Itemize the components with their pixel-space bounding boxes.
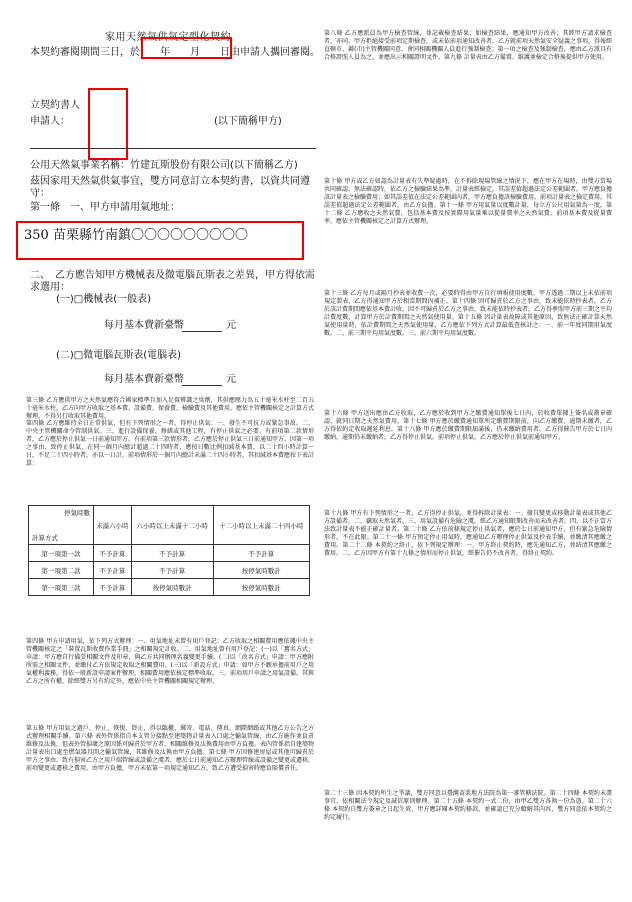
mechanical-meter-fee-label: 每月基本費新臺幣 — [84, 320, 184, 331]
smart-fee-unit: 元 — [226, 374, 236, 385]
suspension-fee-table — [28, 505, 310, 596]
table-row — [29, 579, 310, 596]
table-cell: 不予計算 — [131, 545, 213, 562]
review-period-note: 本契約審閱期間三日，於 年 月 日由申請人攜回審閱。 — [30, 47, 320, 58]
table-cell: 不予計算 — [94, 562, 132, 579]
table-cell: 不予計算 — [94, 579, 132, 596]
article-1-heading: 第一條 一、甲方申請用氣地址： — [30, 202, 180, 213]
applicant-address: 350 苗栗縣竹南鎮〇〇〇〇〇〇〇〇〇 — [24, 228, 248, 243]
col-header: 六小時以上未滿十二小時 — [131, 506, 213, 545]
date-redaction-box — [141, 37, 232, 59]
agreement-sentence: 茲因家用天然氣供氣事宜，雙方同意訂立本契約書，以資共同遵守： — [30, 176, 310, 199]
table-cell: 按停氣時數計 — [213, 579, 309, 596]
article-10-12-text: 第十條 甲方或乙方如認為計量表有失準疑慮時，在不拆除現場管線之情況下，應在甲方在場時，由雙方當場共同確認，無法確認時，依乙方之檢驗結果為準，計量表經檢定，其誤差值超過法定公差範圍者，甲方應負擔該計量表之檢驗費用；如其誤差值在法定公差範圍內者，甲方應負擔該檢驗費用。前項計量表之檢定費用，其誤差值超過法定公差範圍者，由乙方負擔。第十一條 甲方用氣量以度數計量，每立方公尺用氣量為一度。第十二條 乙方應收之天然氣費，包括基本費及按實際用氣量乘以從量費率之天然氣費，前項基本費及從量費率，應依主管機關核定之計算方式辦理。 — [324, 178, 613, 226]
table-cell: 按停氣時數計 — [213, 562, 309, 579]
table-corner-cell — [29, 506, 94, 545]
meter-section-heading: 二、 乙方應告知甲方機械表及微電腦瓦斯表之差異，甲方得依需求選用： — [30, 270, 315, 293]
table-cell: 不予計算 — [213, 545, 309, 562]
applicant-note: (以下簡稱甲方) — [214, 116, 282, 127]
article-16-18-text: 第十六條 甲方送出應由乙方收取，乙方應於收到甲方之繳費通知單後七日內，於收費單據上簽名或蓋章確認，就同日期之天然氣費用。第十七條 甲方應於繳費通知單所定繳費期限前，向乙方繳費，逾期未繳者，乙方得依約定收取遲延利息。第十八條 甲方應於繳費期限屆滿後，仍未繳納費用者，乙方得催告甲方於七日內繳納，逾期仍未繳納者，乙方得停止供氣。前項停止供氣，乙方應於停止供氣前通知甲方。 — [324, 410, 612, 442]
smart-meter-option: (二)□微電腦瓦斯表(電腦表) — [56, 350, 182, 361]
row-label: 第一項第三款 — [29, 579, 94, 596]
table-cell: 不予計算 — [131, 562, 213, 579]
article-8-9-text: 第八條 乙方應派員為甲方檢查管線，並記載檢查結果；如檢查結果，應通知甲方改善；其經甲方請求檢查者，亦同。甲方拒絕接受前項定期檢查，或未依前項通知改善者，乙方就前項天然氣安全疑義之事項，得報經直轄市、縣(市)主管機關同意，會同相關機關人員進行強制檢查；第一項之檢查及強制檢查，應由乙方派具有合格證照人員為之，並應出示相關證明文件。第九條 計量表由乙方備置、維護並檢定合格後提供甲方使用。 — [324, 30, 613, 62]
smart-meter-fee-label: 每月基本費新臺幣 — [84, 374, 184, 385]
mechanical-meter-option: (一)□機械表(一般表) — [56, 294, 152, 305]
article-13-15-text: 第十三條 乙方每月或隔月抄表並收費一次，必要時得由甲方自行填報使用度數，甲方透過二期以上未依前項規定製表，乙方得通知甲方於相當期間內補正。第十四條 因可歸責於乙方之事由，致未能依時抄表者，乙方於該計費期間應依基本費計收，因不可歸責於乙方之事由，致未能依時抄表者，乙方得參照甲方前三期之平均計費度數，計算甲方於計費期間之天然氣使用量。第十五條 因計量表故障或其他原因，致無法正確計算天然氣使用量時，依計費期間之天然氣使用量，乙方應依下列方式計算最低查核計之：一、前一年度同期用氣度數。二、前三期平均用氣度數。三、前六期平均用氣度數。 — [324, 290, 613, 338]
row-label: 第一項第一款 — [29, 545, 94, 562]
smart-fee-blank — [182, 385, 222, 386]
article-23-26-text: 第二十三條 因本契約所生之爭議，雙方同意以臺灣苗栗地方法院為第一審管轄法院。第二十四條 本契約未盡事宜，依相關法令規定及誠信原則辦理。第二十五條 本契約一式二份，由甲乙雙方各執一份為憑。第二十六條 本契約自雙方簽章之日起生效，甲方應詳閱本契約條款，並確認已充分瞭解其內容，雙方同意依本契約之約定履行。 — [324, 790, 612, 822]
article-19-22-text: 第十九條 甲方有下列情形之一者，乙方得停止供氣，並得拆除計量表：一、擅自變更或移動計量表或其他乙方設備者。二、竊取天然氣者。三、用氣設備有危險之虞，經乙方通知限期改善而未改善者。四、以不正當方法致計量表不能正確計量者。第二十條 乙方依前條規定停止供氣者，應於七日前通知甲方，但有緊急危險情形者，不在此限。第二十一條 甲方預定停止用氣時，應通知乙方辦理停止供氣及抄表手續，並繳清其應繳之費用。第二十二條 本契約之終止，依下列規定辦理：一、甲方終止契約時，應先通知乙方，並結清其應繳之費用。二、乙方因甲方有第十九條之情形而停止供氣，經催告仍不改善者，得終止契約。 — [324, 510, 613, 558]
table-cell: 不予計算 — [94, 545, 132, 562]
document-title: 家用天然氣供氣定型化契約 — [105, 32, 231, 43]
article-3-text: 第三條 乙方應供甲方之天然氣應符合國家標準且加入足資辨識之臭劑，其供應壓力為五十毫米水柱至二百五十毫米水柱。乙方向甲方收取之基本費、設備費、保養費、檢驗費及其他費用，應依主管機關核定之計算方式辦理，不得另行收取其他費用。 — [26, 397, 315, 421]
contract-person-label: 立契約書人 — [30, 100, 80, 111]
col-header: 未滿六小時 — [94, 506, 132, 545]
table-row — [29, 545, 310, 562]
col-header: 十二小時以上未滿二十四小時 — [213, 506, 309, 545]
applicant-name-redaction — [88, 88, 128, 160]
applicant-label: 申請人： — [30, 116, 70, 127]
table-cell: 按停氣時數計 — [131, 579, 213, 596]
mechanical-fee-unit: 元 — [226, 320, 236, 331]
article-5-7-text: 第五條 甲方用氣之過戶、停止、恢復、終止，得以臨櫃、郵寄、電話、傳真、網際網路或其他乙方公告之方式辦理相關手續。第六條 表外管係指自本支管分接點至建築物計量表入口處之輸氣管線，由乙方施作並負責維修及汰換，但表外管損壞之原因係可歸責於甲方者，相關維修及汰換費用由甲方負擔。表內管係指自建築物計量表出口處至燃氣器具間之輸氣管線，其維修及汰換由甲方負擔。第七條 甲方因修建房屋或其他可歸責於甲方之事由，致有損害乙方之用戶端管線或設備之虞者，應於七日前通知乙方辦理管線或設備之變更或遷移，前項變更或遷移之費用，由甲方負擔，甲方未依第一項規定通知乙方，致乙方遭受損害時應負賠償責任。 — [26, 725, 315, 773]
company-name: 公用天然氣事業名稱：竹建瓦斯股份有限公司(以下簡稱乙方) — [30, 160, 298, 171]
article-4b-text: 第四條 甲方申請用氣，依下列方式辦理：一、用氣地址未曾有用戶登記：乙方收取之相關費用應依據中央主管機關核定之「裝置瓦斯收費作業手冊」之相關規定計收。二、用氣地址曾有用戶登記：(一)以「舊名方式」申請：甲方應自行備妥相關文件及印章，與乙方共同辦理名義變更手續。(二)以「改名方式」申請：甲方應附所需之相關文件，並繳付乙方依規定收取之相關費用。(三)以「新設方式」申請：如甲方不願承擔前用戶之用氣權利義務，得依一般新設申請案件辦理，相關費用應依核定標準收取。三、前項用戶申請之用氣設備，其與乙方之所有權，除經雙方另有約定外，應依中央主管機關相關規定辦理。 — [26, 638, 315, 686]
row-label: 第一項第二款 — [29, 562, 94, 579]
article-4-text: 第四條 乙方應維持全日正常供氣，但有下列情形之一者，得停止供氣：一、發生不可抗力或緊急事故。二、中央主管機關命令管制供氣。三、進行設備保養、修繕或其他工程，有停止供氣之必要。有前項第二款情形者，乙方應於停止供氣一日前通知甲方，有前項第三款情形者，乙方應於停止供氣三日前通知甲方。因第一項之事由，致停止供氣，在同一個月內總計超過二十四時者，應按日數比例扣減基本費，以二十四小時計算一日，不足二十四小時者，亦以一日計。前項情形於一個月內總計未滿二十四小時者，其扣減基本費應按下表計算： — [26, 420, 315, 468]
header-method: 計算方式 — [32, 534, 58, 542]
table-row — [29, 562, 310, 579]
header-hours: 停氣時數 — [64, 509, 90, 517]
mechanical-fee-blank — [182, 331, 222, 332]
divider — [30, 148, 316, 149]
